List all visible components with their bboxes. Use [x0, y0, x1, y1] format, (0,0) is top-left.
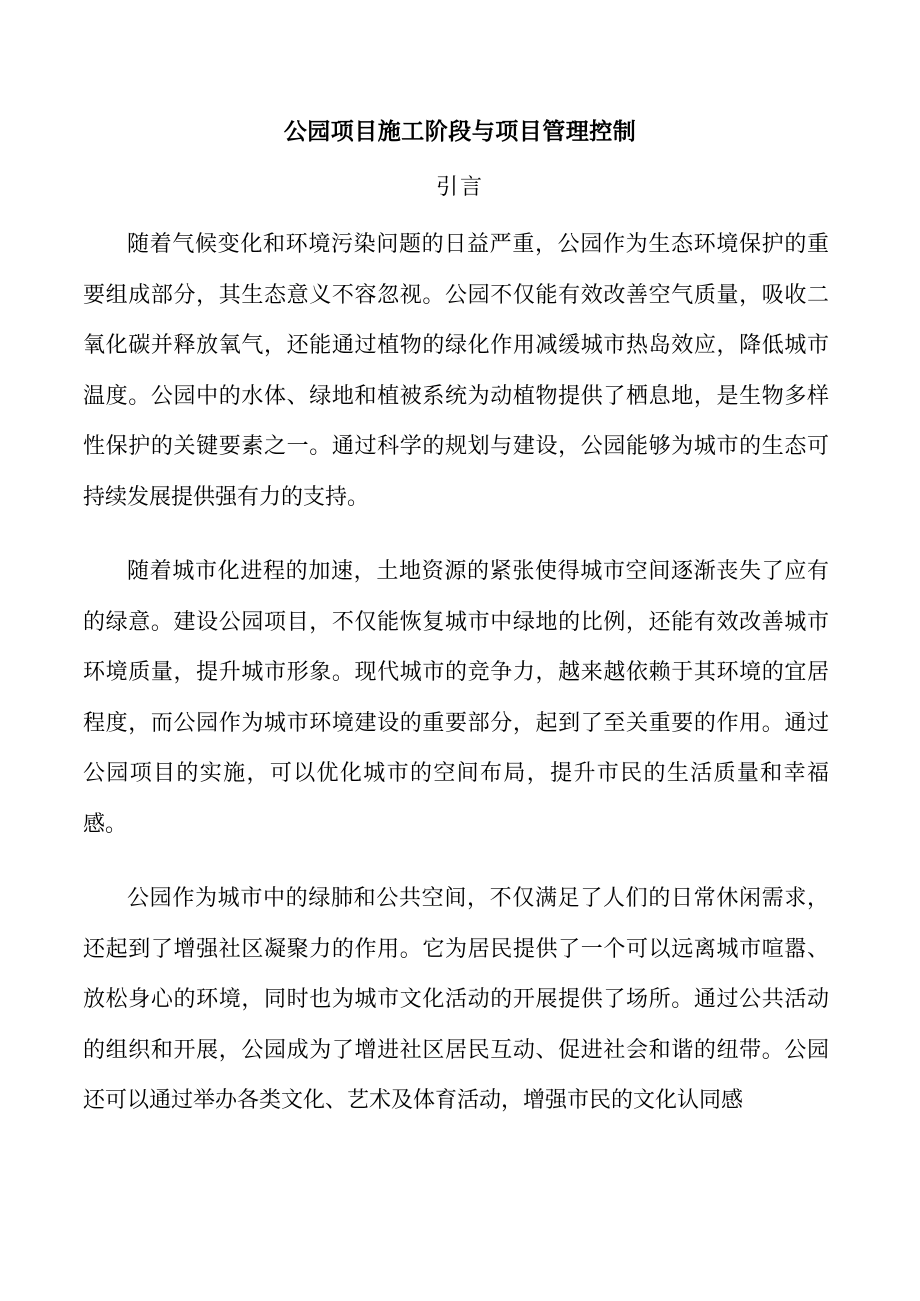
- section-heading: 引言: [435, 175, 484, 200]
- paragraph-3: 公园作为城市中的绿肺和公共空间，不仅满足了人们的日常休闲需求，还起到了增强社区凝聚力的作用。它为居民提供了一个可以远离城市喧嚣、放松身心的环境，同时也为城市文化活动的开展提供了场所。通过公共活动的组织和开展，公园成为了增进社区居民互动、促进社会和谐的纽带。公园还可以通过举办各类文化、艺术及体育活动，增强市民的文化认同感: [83, 886, 829, 1113]
- paragraph-1: 随着气候变化和环境污染问题的日益严重，公园作为生态环境保护的重要组成部分，其生态意义不容忽视。公园不仅能有效改善空气质量，吸收二氧化碳并释放氧气，还能通过植物的绿化作用减缓城市热岛效应，降低城市温度。公园中的水体、绿地和植被系统为动植物提供了栖息地，是生物多样性保护的关键要素之一。通过科学的规划与建设，公园能够为城市的生态可持续发展提供强有力的支持。: [83, 232, 829, 510]
- paragraph-2: 随着城市化进程的加速，土地资源的紧张使得城市空间逐渐丧失了应有的绿意。建设公园项目，不仅能恢复城市中绿地的比例，还能有效改善城市环境质量，提升城市形象。现代城市的竞争力，越来越依赖于其环境的宜居程度，而公园作为城市环境建设的重要部分，起到了至关重要的作用。通过公园项目的实施，可以优化城市的空间布局，提升市民的生活质量和幸福感。: [83, 559, 829, 837]
- document-title: 公园项目施工阶段与项目管理控制: [283, 119, 637, 145]
